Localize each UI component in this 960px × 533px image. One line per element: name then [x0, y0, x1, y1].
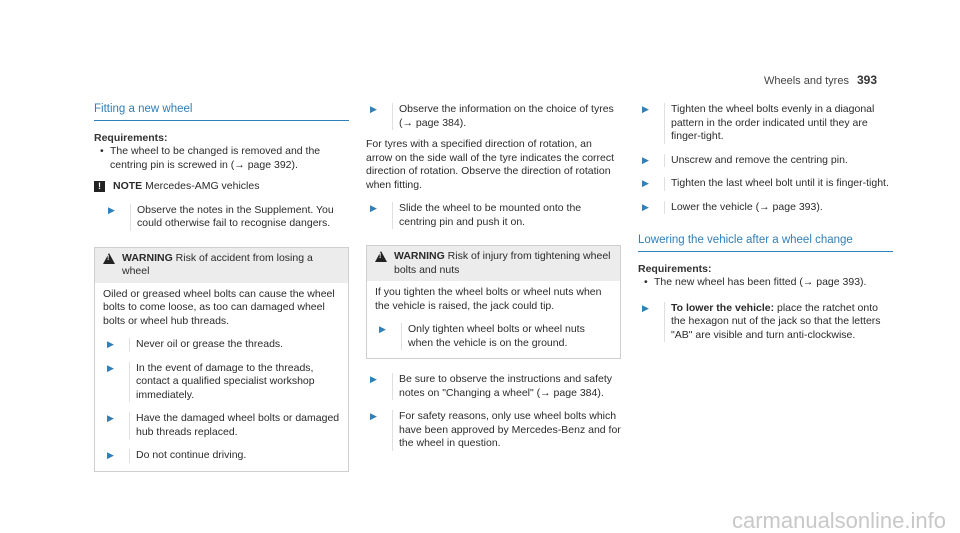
arrow-icon: ▶: [370, 374, 377, 384]
requirements-heading: Requirements:: [94, 131, 168, 144]
warning-header: [367, 246, 620, 281]
warning-header: [95, 248, 348, 283]
warning-step: ▶ Have the damaged wheel bolts or damaged hub threads replaced.: [103, 412, 340, 439]
warning-body: [95, 283, 348, 471]
header-section: Wheels and tyres: [763, 75, 849, 87]
note-step: [104, 204, 349, 231]
exclamation-icon: !: [94, 181, 105, 192]
arrow-icon: ▶: [107, 362, 114, 373]
step: ▶ Slide the wheel to be mounted onto the centring pin and push it on.: [366, 202, 621, 229]
step: ▶ For safety reasons, only use wheel bolts which have been approved by Mercedes-Benz and for the wheel in question.: [366, 410, 621, 451]
requirement-item: [638, 276, 893, 290]
section-title-fitting: Fitting a new wheel: [94, 103, 349, 121]
note-text: Mercedes-AMG vehicles: [145, 180, 260, 192]
arrow-icon: ▶: [370, 203, 377, 213]
warning-title: Risk of injury from tightening wheel bolts and nuts: [394, 250, 611, 276]
warning-label: WARNING: [394, 250, 445, 262]
warning-step: ▶ Do not continue driving.: [103, 449, 340, 463]
arrow-icon: ▶: [107, 339, 114, 349]
note-heading: [94, 180, 349, 194]
arrow-icon: ▶: [642, 104, 649, 114]
warning-body: [367, 281, 620, 358]
bullet-icon: •: [100, 145, 104, 157]
requirement-text: The wheel to be changed is removed and the centring pin is screwed in (→ page 392).: [110, 145, 321, 171]
step: ▶ Tighten the wheel bolts evenly in a diagonal pattern in the order indicated until they are finger-tight.: [638, 103, 893, 144]
arrow-icon: ▶: [642, 302, 649, 313]
bullet-icon: •: [644, 276, 648, 288]
warning-step: ▶ Only tighten wheel bolts or wheel nuts when the vehicle is on the ground.: [375, 323, 612, 350]
arrow-icon: ▶: [379, 324, 386, 334]
step: ▶ Tighten the last wheel bolt until it is finger-tight.: [638, 177, 893, 191]
warning-step: ▶ Never oil or grease the threads.: [103, 338, 340, 352]
note-step-text: Observe the notes in the Supplement. You could otherwise fail to recognise dangers.: [130, 204, 349, 231]
page-header: [764, 74, 877, 89]
column-3: [638, 103, 893, 342]
arrow-icon: ▶: [642, 201, 649, 212]
warning-box: [94, 247, 349, 472]
warning-icon: !: [103, 253, 115, 264]
arrow-icon: ▶: [370, 104, 377, 114]
warning-body-text: If you tighten the wheel bolts or wheel nuts when the vehicle is raised, the jack could tip.: [375, 286, 602, 312]
warning-label: WARNING: [122, 251, 173, 264]
warning-title: Risk of accident from losing a wheel: [122, 251, 313, 277]
step: ▶ Unscrew and remove the centring pin.: [638, 154, 893, 168]
warning-body-text: Oiled or greased wheel bolts can cause the wheel bolts to come loose, as too can damaged wheel bolts or wheel hub threads.: [103, 287, 335, 327]
arrow-icon: ▶: [370, 411, 377, 421]
requirements-heading: Requirements:: [638, 262, 712, 275]
requirement-text: The new wheel has been fitted (→ page 393).: [654, 276, 867, 288]
step: ▶ Observe the information on the choice of tyres (→ page 384).: [366, 103, 621, 130]
paragraph: For tyres with a specified direction of rotation, an arrow on the side wall of the tyre indicates the correct direction of rotation. Observe the direction of rotation when fitting.: [366, 138, 615, 191]
step: ▶ Lower the vehicle (→ page 393).: [638, 201, 893, 215]
arrow-icon: ▶: [107, 413, 114, 423]
section-title-lowering: Lowering the vehicle after a wheel change: [638, 234, 893, 252]
column-2: [366, 103, 621, 451]
warning-box: [366, 245, 621, 359]
step: ▶ To lower the vehicle: place the ratchet onto the hexagon nut of the jack so that the letters "AB" are visible and turn anti-clockwise.: [638, 302, 893, 343]
step: ▶ Be sure to observe the instructions and safety notes on "Changing a wheel" (→ page 384).: [366, 373, 621, 400]
step-bold-lead: To lower the vehicle:: [671, 301, 775, 314]
column-1: [94, 103, 349, 472]
watermark: carmanualsonline.info: [731, 507, 946, 533]
note-label: NOTE: [113, 180, 143, 192]
warning-step: ▶ In the event of damage to the threads, contact a qualified specialist workshop immediately.: [103, 362, 340, 403]
arrow-icon: ▶: [107, 450, 114, 460]
arrow-icon: ▶: [642, 178, 649, 188]
warning-icon: !: [375, 251, 387, 262]
requirement-item: [94, 145, 349, 172]
arrow-icon: ▶: [108, 204, 115, 215]
arrow-icon: ▶: [642, 154, 649, 165]
page-number: 393: [856, 73, 877, 87]
